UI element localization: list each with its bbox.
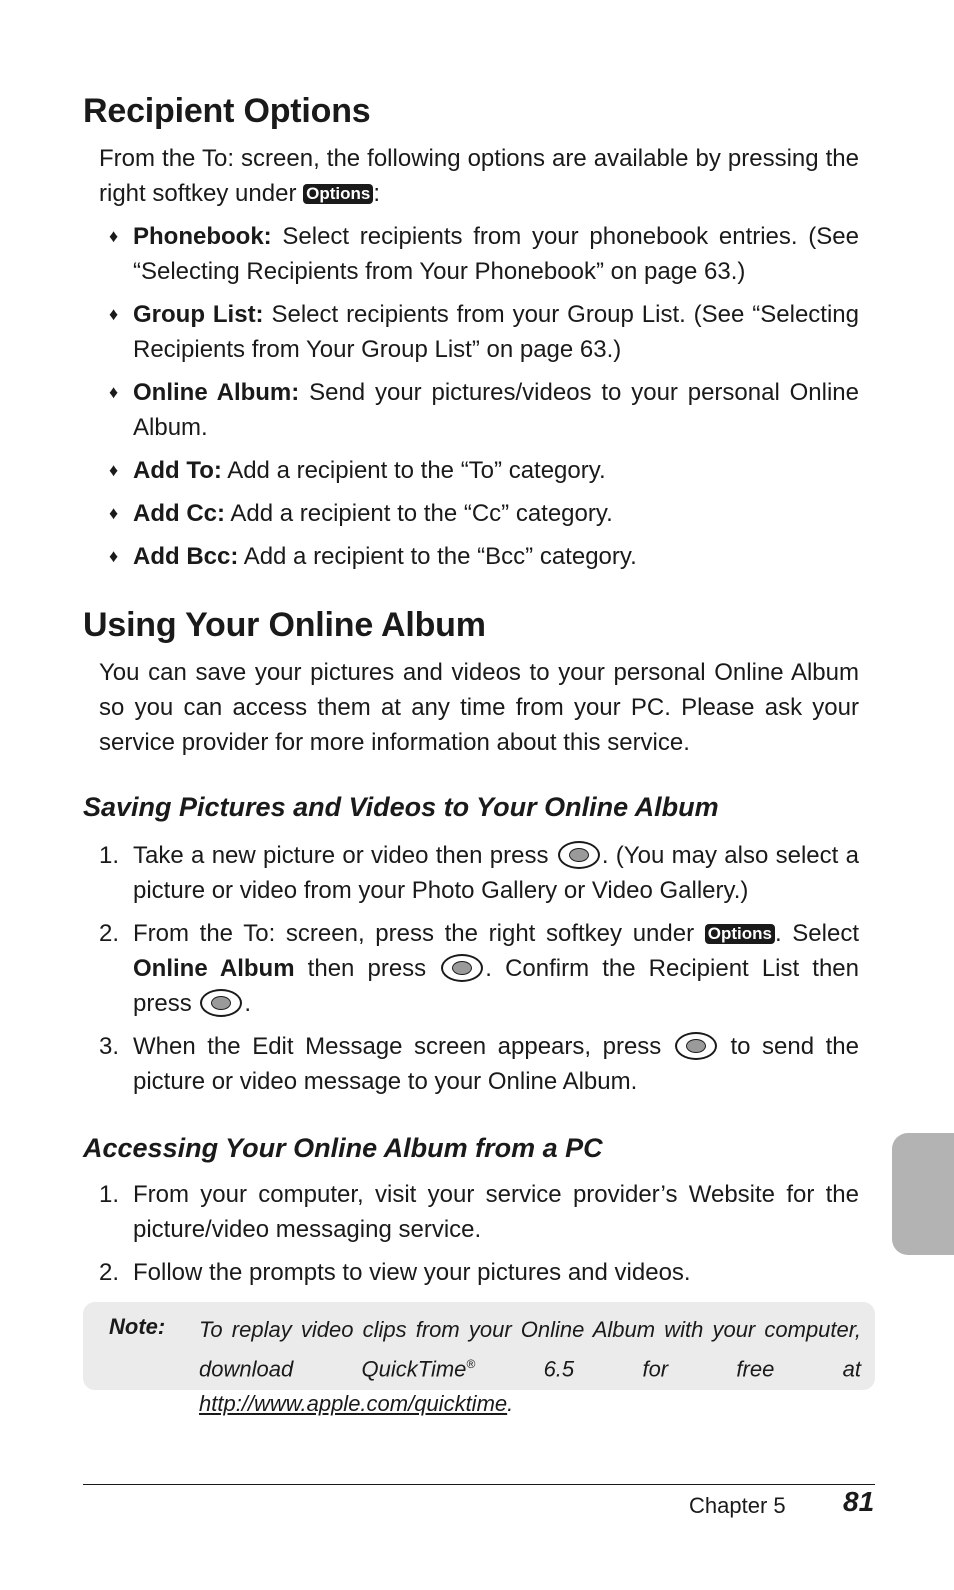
subsection-title-saving: Saving Pictures and Videos to Your Online Album bbox=[83, 792, 719, 822]
options-softkey-icon: Options bbox=[303, 184, 373, 204]
diamond-bullet-icon: ♦ bbox=[109, 546, 119, 566]
list-item: ♦ Add Bcc: Add a recipient to the “Bcc” category. bbox=[109, 539, 859, 574]
page-number: 81 bbox=[843, 1486, 875, 1517]
list-item: 3. When the Edit Message screen appears, press to send the picture or video message to your Online Album. bbox=[99, 1033, 859, 1095]
section-title-online-album: Using Your Online Album bbox=[83, 606, 486, 644]
list-item: ♦ Online Album: Send your pictures/videos to your personal Online Album. bbox=[109, 375, 859, 445]
diamond-bullet-icon: ♦ bbox=[109, 304, 119, 324]
diamond-bullet-icon: ♦ bbox=[109, 226, 119, 246]
list-item: 2. Follow the prompts to view your pictures and videos. bbox=[99, 1259, 691, 1286]
section-title-recipient-options: Recipient Options bbox=[83, 92, 371, 130]
options-softkey-icon: Options bbox=[705, 924, 775, 944]
note-text: To replay video clips from your Online Album with your computer, download QuickTime® 6.5 for free at http://www.apple.com/quicktime. bbox=[199, 1317, 861, 1417]
ok-key-icon bbox=[675, 1032, 717, 1060]
recipient-options-list bbox=[109, 219, 859, 574]
online-album-intro: You can save your pictures and videos to your personal Online Album so you can access them at any time from your PC. Please ask your service provider for more information about this service. bbox=[99, 659, 859, 756]
note-label: Note: bbox=[109, 1314, 166, 1339]
diamond-bullet-icon: ♦ bbox=[109, 460, 119, 480]
chapter-thumb-tab bbox=[892, 1133, 954, 1255]
quicktime-link[interactable]: http://www.apple.com/quicktime bbox=[199, 1391, 508, 1417]
list-item: 1. Take a new picture or video then press . (You may also select a picture or video from your Photo Gallery or Video Gallery.) bbox=[99, 842, 859, 904]
ok-key-icon bbox=[441, 954, 483, 982]
recipient-options-intro: From the To: screen, the following options are available by pressing the right softkey under Options : bbox=[99, 145, 859, 207]
saving-steps bbox=[99, 838, 859, 1099]
ok-key-icon bbox=[558, 841, 600, 869]
list-item: ♦ Add Cc: Add a recipient to the “Cc” category. bbox=[109, 496, 859, 531]
list-item: ♦ Phonebook: Select recipients from your phonebook entries. (See “Selecting Recipients from Your Phonebook” on page 63.) bbox=[109, 219, 859, 289]
accessing-steps bbox=[99, 1177, 859, 1290]
note-box bbox=[83, 1302, 875, 1417]
diamond-bullet-icon: ♦ bbox=[109, 503, 119, 523]
list-item: 2. From the To: screen, press the right softkey under Options . Select Online Album then press . Confirm the Recipient List then press . bbox=[99, 920, 860, 1017]
footer-divider bbox=[83, 1484, 875, 1485]
list-item: ♦ Group List: Select recipients from your Group List. (See “Selecting Recipients from Your Group List” on page 63.) bbox=[109, 297, 859, 367]
footer-chapter: Chapter 5 bbox=[689, 1493, 786, 1518]
subsection-title-accessing: Accessing Your Online Album from a PC bbox=[83, 1133, 603, 1163]
ok-key-icon bbox=[200, 989, 242, 1017]
list-item: ♦ Add To: Add a recipient to the “To” category. bbox=[109, 453, 859, 488]
diamond-bullet-icon: ♦ bbox=[109, 382, 119, 402]
list-item: 1. From your computer, visit your service provider’s Website for the picture/video messaging service. bbox=[99, 1181, 859, 1243]
